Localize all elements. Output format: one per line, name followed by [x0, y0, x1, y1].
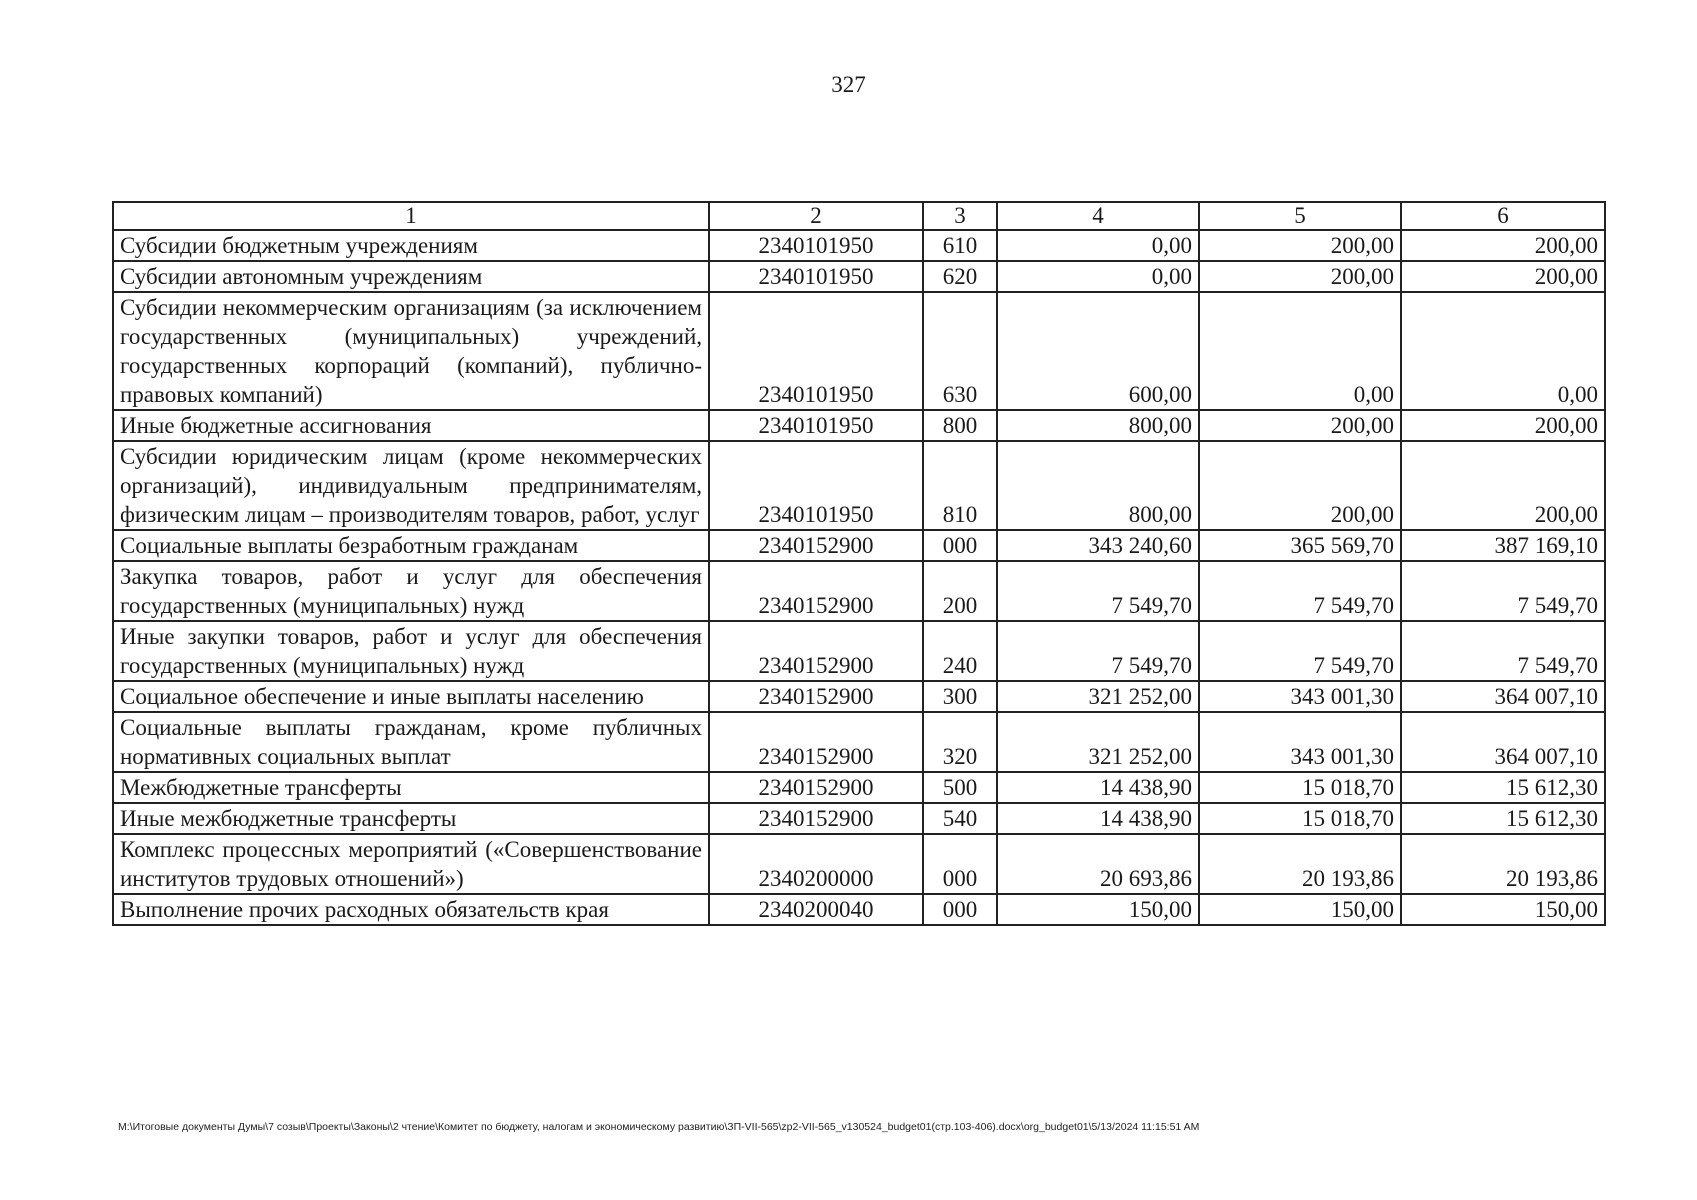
row-expense-type: 540: [923, 803, 997, 834]
table-row: [113, 834, 1605, 894]
row-value-col6: 387 169,10: [1401, 530, 1605, 561]
row-value-col6: 200,00: [1401, 261, 1605, 292]
row-code: 2340101950: [709, 261, 923, 292]
row-name: Социальные выплаты гражданам, кроме публичных нормативных социальных выплат: [113, 712, 709, 772]
row-value-col6: 7 549,70: [1401, 561, 1605, 621]
row-value-col5: 200,00: [1199, 441, 1401, 530]
row-value-col4: 14 438,90: [997, 803, 1199, 834]
row-value-col5: 20 193,86: [1199, 834, 1401, 894]
row-value-col5: 7 549,70: [1199, 561, 1401, 621]
row-value-col4: 800,00: [997, 410, 1199, 441]
row-value-col4: 20 693,86: [997, 834, 1199, 894]
table-row: [113, 292, 1605, 410]
header-cell-4: 4: [997, 202, 1199, 230]
row-expense-type: 000: [923, 530, 997, 561]
table-row: [113, 530, 1605, 561]
row-value-col6: 15 612,30: [1401, 803, 1605, 834]
row-value-col5: 365 569,70: [1199, 530, 1401, 561]
table-header-row: [113, 202, 1605, 230]
row-name: Социальное обеспечение и иные выплаты населению: [113, 681, 709, 712]
row-name: Иные межбюджетные трансферты: [113, 803, 709, 834]
row-code: 2340200000: [709, 834, 923, 894]
row-expense-type: 630: [923, 292, 997, 410]
table-row: [113, 894, 1605, 925]
row-name: Субсидии автономным учреждениям: [113, 261, 709, 292]
row-value-col5: 15 018,70: [1199, 803, 1401, 834]
row-value-col5: 343 001,30: [1199, 681, 1401, 712]
table-row: [113, 803, 1605, 834]
row-name: Иные закупки товаров, работ и услуг для обеспечения государственных (муниципальных) нужд: [113, 621, 709, 681]
table-row: [113, 230, 1605, 261]
row-expense-type: 300: [923, 681, 997, 712]
row-expense-type: 000: [923, 834, 997, 894]
row-value-col6: 200,00: [1401, 230, 1605, 261]
table-row: [113, 441, 1605, 530]
row-value-col6: 364 007,10: [1401, 712, 1605, 772]
row-code: 2340200040: [709, 894, 923, 925]
row-value-col4: 14 438,90: [997, 772, 1199, 803]
header-cell-6: 6: [1401, 202, 1605, 230]
row-value-col5: 0,00: [1199, 292, 1401, 410]
row-name: Субсидии юридическим лицам (кроме некоммерческих организаций), индивидуальным предпринимателям, физическим лицам – производителям товаров, работ, услуг: [113, 441, 709, 530]
row-expense-type: 800: [923, 410, 997, 441]
row-value-col5: 150,00: [1199, 894, 1401, 925]
row-code: 2340101950: [709, 230, 923, 261]
footer-file-path: M:\Итоговые документы Думы\7 созыв\Проекты\Законы\2 чтение\Комитет по бюджету, налогам и экономическому развитию\ЗП-VII-565\zp2-VII-565_v130524_budget01(стр.103-406).docx\org_budget01\5/13/2024 11:15:51 AM: [118, 1121, 1200, 1133]
row-expense-type: 000: [923, 894, 997, 925]
row-value-col6: 15 612,30: [1401, 772, 1605, 803]
row-value-col5: 7 549,70: [1199, 621, 1401, 681]
table-row: [113, 712, 1605, 772]
row-value-col4: 600,00: [997, 292, 1199, 410]
row-name: Межбюджетные трансферты: [113, 772, 709, 803]
budget-table: [112, 201, 1606, 926]
header-cell-2: 2: [709, 202, 923, 230]
row-value-col5: 200,00: [1199, 261, 1401, 292]
table-row: [113, 772, 1605, 803]
row-code: 2340101950: [709, 410, 923, 441]
header-cell-5: 5: [1199, 202, 1401, 230]
row-value-col4: 0,00: [997, 261, 1199, 292]
row-code: 2340152900: [709, 712, 923, 772]
row-expense-type: 240: [923, 621, 997, 681]
row-value-col5: 343 001,30: [1199, 712, 1401, 772]
row-code: 2340101950: [709, 292, 923, 410]
row-value-col4: 800,00: [997, 441, 1199, 530]
row-value-col6: 150,00: [1401, 894, 1605, 925]
row-expense-type: 320: [923, 712, 997, 772]
row-expense-type: 500: [923, 772, 997, 803]
row-value-col6: 200,00: [1401, 410, 1605, 441]
row-name: Иные бюджетные ассигнования: [113, 410, 709, 441]
row-expense-type: 810: [923, 441, 997, 530]
row-name: Субсидии бюджетным учреждениям: [113, 230, 709, 261]
row-value-col6: 0,00: [1401, 292, 1605, 410]
row-value-col5: 200,00: [1199, 410, 1401, 441]
row-name: Закупка товаров, работ и услуг для обеспечения государственных (муниципальных) нужд: [113, 561, 709, 621]
row-value-col6: 200,00: [1401, 441, 1605, 530]
row-name: Комплекс процессных мероприятий («Совершенствование институтов трудовых отношений»): [113, 834, 709, 894]
row-code: 2340152900: [709, 803, 923, 834]
row-code: 2340152900: [709, 561, 923, 621]
row-name: Выполнение прочих расходных обязательств края: [113, 894, 709, 925]
row-value-col4: 7 549,70: [997, 621, 1199, 681]
row-value-col6: 20 193,86: [1401, 834, 1605, 894]
row-value-col4: 321 252,00: [997, 712, 1199, 772]
table-row: [113, 621, 1605, 681]
row-code: 2340152900: [709, 621, 923, 681]
row-name: Субсидии некоммерческим организациям (за исключением государственных (муниципальных) учреждений, государственных корпораций (компаний), публично-правовых компаний): [113, 292, 709, 410]
header-cell-1: 1: [113, 202, 709, 230]
row-value-col4: 321 252,00: [997, 681, 1199, 712]
row-name: Социальные выплаты безработным гражданам: [113, 530, 709, 561]
table-row: [113, 561, 1605, 621]
row-expense-type: 610: [923, 230, 997, 261]
row-code: 2340152900: [709, 530, 923, 561]
row-code: 2340152900: [709, 772, 923, 803]
row-value-col4: 0,00: [997, 230, 1199, 261]
row-value-col5: 200,00: [1199, 230, 1401, 261]
header-cell-3: 3: [923, 202, 997, 230]
row-value-col6: 7 549,70: [1401, 621, 1605, 681]
table-row: [113, 410, 1605, 441]
row-code: 2340101950: [709, 441, 923, 530]
table-row: [113, 261, 1605, 292]
row-expense-type: 620: [923, 261, 997, 292]
table-body: [113, 202, 1605, 925]
row-value-col6: 364 007,10: [1401, 681, 1605, 712]
row-expense-type: 200: [923, 561, 997, 621]
row-value-col4: 150,00: [997, 894, 1199, 925]
row-code: 2340152900: [709, 681, 923, 712]
row-value-col4: 7 549,70: [997, 561, 1199, 621]
row-value-col4: 343 240,60: [997, 530, 1199, 561]
page-number: 327: [831, 72, 866, 97]
table-row: [113, 681, 1605, 712]
row-value-col5: 15 018,70: [1199, 772, 1401, 803]
